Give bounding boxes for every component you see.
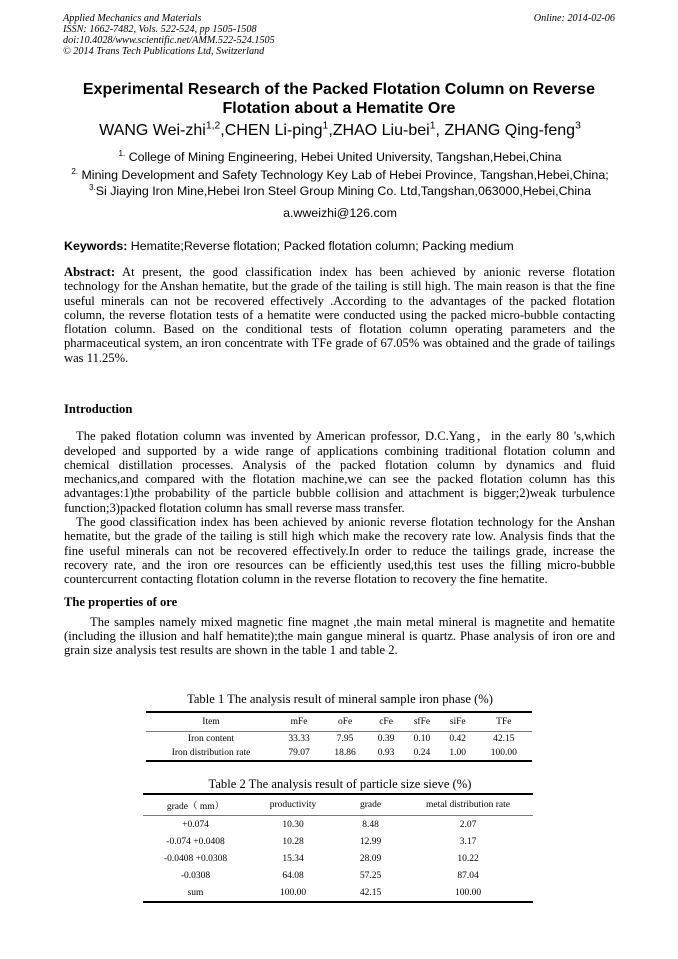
paragraph: The samples namely mixed magnetic fine magnet ,the main metal mineral is magnetite and hematite (including the illusion and half hematite);the main gangue mineral is quartz. Phase analysis of iron ore and grain size analysis test results are shown in the table 1 and table 2. [64,614,615,658]
issn: ISSN: 1662-7482, Vols. 522-524, pp 1505-1508 [63,24,257,35]
author-separator: , [328,122,333,139]
copyright: © 2014 Trans Tech Publications Ltd, Switzerland [63,46,265,57]
table-cell: 64.08 [282,870,304,881]
affiliation-mark: 3. [89,182,96,192]
table-cell: 10.28 [282,836,304,847]
abstract-text: At present, the good classification index has been achieved by anionic reverse flotation technology for the Anshan hematite, but the grade of the tailing is still high. The main reason is that the fine useful minerals can not be recovered effectively .According to the advantages of the packed flotation column, the reverse flotation tests of a hematite were conducted using the packed micro-bubble contacting flotation column. Based on the conditional tests of flotation column operating parameters and the pharmaceutical system, an iron concentrate with TFe grade of 67.05% was obtained and the grade of tailings was 11.25%. [64,265,615,365]
table-cell: Iron content [187,734,235,744]
table-cell: 42.15 [493,734,515,744]
column-header: cFe [368,712,404,732]
table-cell: 100.00 [454,887,482,898]
doi: doi:10.4028/www.scientific.net/AMM.522-524.1505 [63,35,275,46]
paper-title [60,80,618,118]
table-row [143,867,533,884]
table-cell: Iron distribution rate [171,748,251,758]
column-header: Item [146,712,276,732]
column-header: TFe [476,712,532,732]
author-affiliation-mark: 1,2 [205,120,221,132]
table-cell: 8.48 [362,819,379,830]
table1 [146,711,532,762]
table-row [143,850,533,867]
table-row [146,746,532,761]
table-cell: 0.93 [377,748,395,758]
author-name: CHEN Li-ping [224,122,323,139]
table-cell: 87.04 [457,870,479,881]
table-cell: 10.22 [457,853,479,864]
title-line: Flotation about a Hematite Ore [222,100,456,117]
section-heading: The properties of ore [64,594,178,609]
keywords-label: Keywords: [64,239,128,253]
table-cell: -0.0408 +0.0308 [163,853,228,864]
table-cell: 10.30 [282,819,304,830]
table-cell: 0.39 [377,734,395,744]
table-cell: -0.0308 [180,870,211,881]
table-cell: 33.33 [288,734,310,744]
table-cell: 0.10 [413,734,431,744]
author-affiliation-mark: 3 [575,120,581,132]
affiliation-1 [40,149,640,166]
table1-caption: Table 1 The analysis result of mineral sample iron phase (%) [187,692,493,706]
table-cell: 0.42 [449,734,467,744]
column-header: productivity [248,794,338,816]
authors [40,122,640,140]
table-cell: 1.00 [449,748,467,758]
table-cell: 79.07 [288,748,310,758]
column-header: siFe [440,712,476,732]
author-affiliation-mark: 1 [322,120,329,132]
email[interactable]: a.wweizhi@126.com [283,206,397,220]
paragraph: The paked flotation column was invented by American professor, D.C.Yang，in the early 80 's,which developed and supported by a wide range of applications combining traditional flotation column and chemical distillation processes. Analysis of the packed flotation column by dynamics and fluid mechanics,and compared with the flotation machine,we can see the packed flotation column has this advantages:1)the probability of the particle bubble collision and attachment is bigger;2)weak turbulence function;3)packed flotation column has small reverse mass transfer. [64,429,615,515]
table-row [146,732,532,747]
abstract [64,265,615,365]
title-line: Experimental Research of the Packed Flotation Column on Reverse [82,81,596,98]
table-cell: sum [187,887,204,898]
affiliation-2 [40,167,640,184]
table-cell: 0.24 [413,748,431,758]
table-cell: 15.34 [282,853,304,864]
affiliation-mark: 2. [71,166,79,176]
column-header: grade [338,794,403,816]
table-cell: 18.86 [334,748,356,758]
affiliation-text: College of Mining Engineering, Hebei United University, Tangshan,Hebei,China [125,150,562,164]
column-header: oFe [322,712,368,732]
table-row [143,833,533,850]
paragraph: The good classification index has been achieved by anionic reverse flotation technology for the Anshan hematite, but the grade of the tailing is still high which make the recovery rate low. Analysis finds that the fine useful minerals can not be recovered effectively.In order to reduce the tailings grade, increase the recovery rate, and the iron ore resources can be efficiently used,this test uses the filling micro-bubble countercurrent contacting flotation column in the reverse flotation to recovery the fine hematite. [64,515,615,587]
table-cell: 100.00 [490,748,517,758]
column-header: mFe [276,712,322,732]
table-cell: 42.15 [359,887,382,898]
author-separator: , [435,122,445,139]
author-name: ZHAO Liu-bei [332,122,430,139]
column-header: grade（ mm） [143,794,248,816]
table-row [143,816,533,834]
table-cell: 28.09 [359,853,382,864]
table-cell: 3.17 [459,836,477,847]
online-date: Online: 2014-02-06 [533,13,615,24]
column-header: metal distribution rate [403,794,533,816]
introduction-section [64,402,615,658]
abstract-label: Abstract: [64,265,116,279]
table-cell: 2.07 [459,819,477,830]
journal-name: Applied Mechanics and Materials [63,13,202,24]
affiliation-3 [40,183,640,200]
affiliation-text: Mining Development and Safety Technology Key Lab of Hebei Province, Tangshan,Hebei,China; [78,168,609,182]
journal-header [63,13,275,57]
table-cell: -0.074 +0.0408 [166,836,225,847]
table-cell: 57.25 [359,870,382,881]
table2 [143,793,533,903]
table-header-row [146,712,532,732]
keywords-text: Hematite;Reverse flotation; Packed flotation column; Packing medium [127,239,514,253]
author-separator: , [220,122,225,139]
table-row [143,884,533,902]
table-cell: 12.99 [359,836,382,847]
table-header-row [143,794,533,816]
table-cell: 7.95 [336,734,354,744]
affiliation-text: Si Jiaying Iron Mine,Hebei Iron Steel Group Mining Co. Ltd,Tangshan,063000,Hebei,China [95,184,591,198]
table2-caption: Table 2 The analysis result of particle size sieve (%) [208,777,472,791]
column-header: sfFe [404,712,440,732]
table-cell: 100.00 [279,887,307,898]
author-name: ZHANG Qing-feng [444,122,576,139]
author-affiliation-mark: 1 [429,120,436,132]
keywords [64,239,615,253]
author-name: WANG Wei-zhi [99,122,206,139]
section-heading: Introduction [64,402,133,416]
table-cell: +0.074 [182,819,209,830]
affiliation-mark: 1. [118,148,126,158]
